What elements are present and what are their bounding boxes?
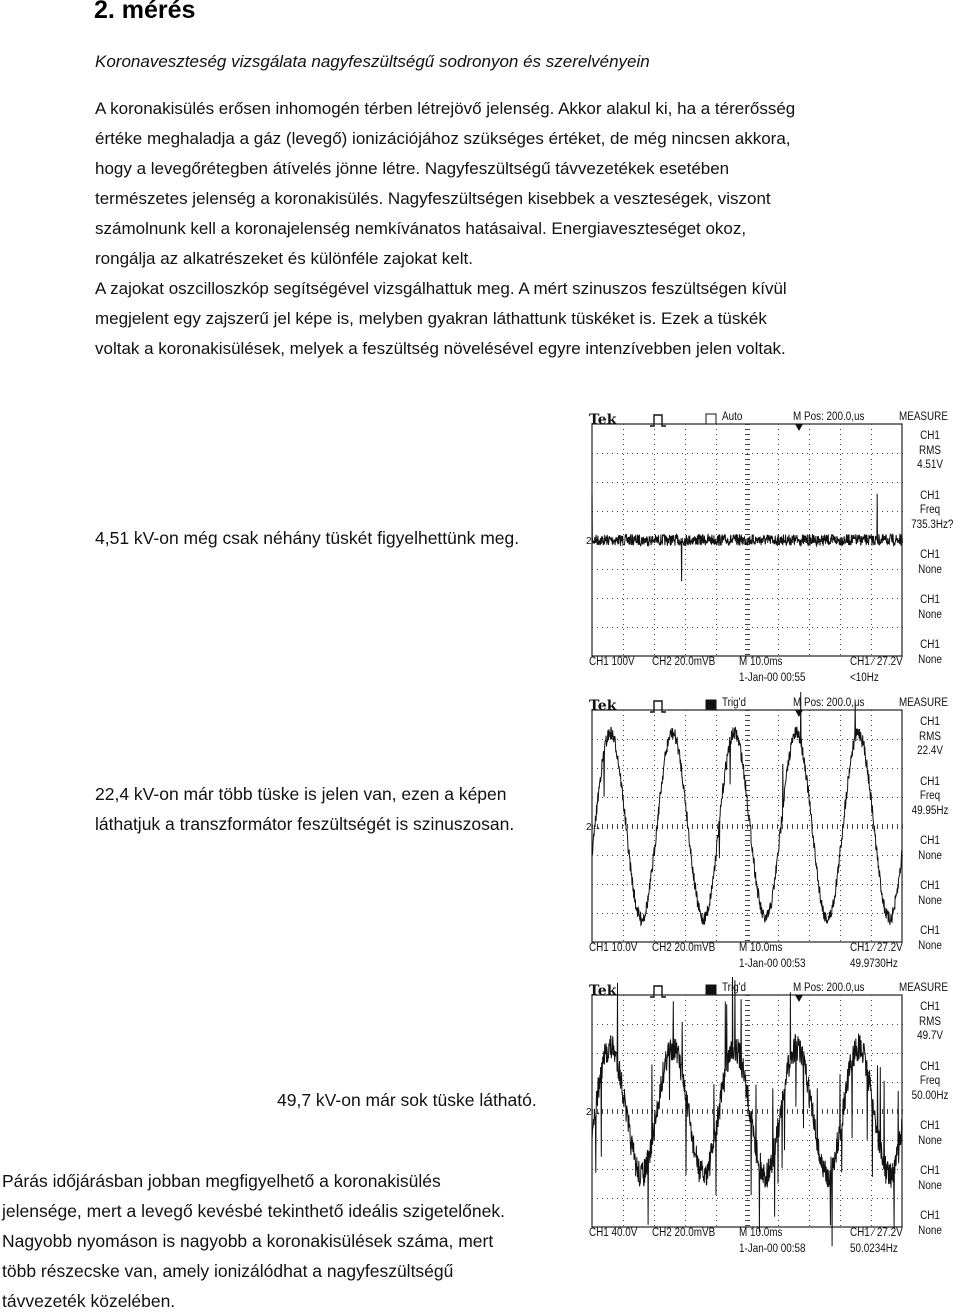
measure-title: MEASURE: [899, 982, 948, 994]
trigger-status: Trig'd: [722, 697, 747, 709]
scope-display: [586, 406, 952, 688]
paragraph-line: természetes jelenség a koronakisülés. Nagyfeszültségen kisebbek a veszteségek, viszont: [95, 189, 771, 208]
measure-value: 22.4V: [917, 745, 943, 757]
ch2-scale: CH2 20.0mVB: [652, 656, 716, 668]
caption-49-7kv: 49,7 kV-on már sok tüske látható.: [277, 1090, 537, 1110]
measure-value: None: [918, 608, 942, 621]
trigger-position-marker: [795, 995, 803, 1002]
caption-4-51kv: 4,51 kV-on még csak néhány tüskét figyelhettünk meg.: [95, 528, 520, 548]
measure-value: RMS: [919, 1015, 941, 1028]
measure-value: CH1: [920, 639, 940, 651]
caption-22-4kv-line1: 22,4 kV-on már több tüske is jelen van, ezen a képen: [95, 784, 507, 804]
measure-value: CH1: [920, 594, 940, 606]
trigger-icon: [706, 414, 716, 424]
measure-value: CH1: [920, 835, 940, 847]
measure-value: RMS: [919, 444, 941, 457]
note-line: Párás időjárásban jobban megfigyelhető a koronakisülés: [2, 1171, 441, 1191]
measure-value: CH1: [920, 549, 940, 561]
measure-value: None: [918, 653, 942, 666]
measure-value: CH1: [920, 925, 940, 937]
trigger-position-marker: [795, 424, 803, 431]
note-line: távvezeték közelében.: [2, 1291, 176, 1311]
ch1-scale: CH1 10.0V: [589, 942, 638, 954]
timestamp: 1-Jan-00 00:55: [739, 672, 806, 684]
measure-readouts: [908, 1000, 952, 1238]
measure-value: CH1: [920, 430, 940, 442]
ch2-scale: CH2 20.0mVB: [652, 1227, 716, 1239]
scope-brand-logo: Tek: [589, 412, 617, 428]
paragraph-line: számolnunk kell a koronajelenség nemkívánatos hatásaival. Energiaveszteséget okoz,: [95, 219, 747, 238]
oscilloscope-screenshot-2: [586, 692, 952, 974]
paragraph-line: megjelent egy zajszerű jel képe is, melyben gyakran láthattunk tüskéket is. Ezek a tüskék: [95, 309, 767, 328]
waveform-trace: [592, 494, 902, 582]
measure-value: None: [918, 894, 942, 907]
measure-value: 735.3Hz?: [911, 518, 954, 531]
measure-value: None: [918, 563, 942, 576]
timebase: M 10.0ms: [739, 942, 783, 954]
trigger-frequency: 49.9730Hz: [850, 958, 898, 970]
paragraph-line: A zajokat oszcilloszkóp segítségével vizsgálhattuk meg. A mért szinuszos feszültségen kívül: [95, 279, 787, 298]
measure-value: CH1: [920, 1165, 940, 1177]
humidity-note: [2, 1166, 505, 1316]
horizontal-position: M Pos: 200.0,us: [793, 411, 865, 423]
oscilloscope-screenshot-1: [586, 406, 952, 688]
document-subtitle: Koronaveszteség vizsgálata nagyfeszültségű sodronyon és szerelvényein: [95, 52, 650, 71]
intro-paragraph: [95, 94, 915, 364]
measure-value: 50.00Hz: [911, 1089, 949, 1102]
measure-value: CH1: [920, 1210, 940, 1222]
measure-value: RMS: [919, 730, 941, 743]
paragraph-line: rongálja az alkatrészeket és különféle zajokat kelt.: [95, 249, 473, 268]
measure-value: CH1: [920, 489, 940, 502]
measure-value: 4.51V: [917, 459, 943, 471]
measure-title: MEASURE: [899, 697, 948, 709]
scope-brand-logo: Tek: [589, 983, 617, 999]
trigger-status: Trig'd: [722, 982, 747, 994]
measure-value: None: [918, 1224, 942, 1237]
document-title: 2. mérés: [94, 0, 196, 24]
note-line: több részecske van, amely ionizálódhat a nagyfeszültségű: [2, 1261, 454, 1281]
measure-value: CH1: [920, 716, 940, 728]
measure-readouts: [908, 715, 952, 953]
trigger-status: Auto: [722, 411, 743, 423]
trigger-level: CH1 ∕ 27.2V: [850, 656, 903, 668]
measure-readouts: [908, 429, 952, 667]
paragraph-line: értéke meghaladja a gáz (levegő) ionizációjához szükséges értéket, de még nincsen akkora,: [95, 129, 791, 148]
measure-value: CH1: [920, 775, 940, 788]
note-line: jelensége, mert a levegő kevésbé tekinthető ideális szigetelőnek.: [2, 1201, 505, 1221]
measure-value: Freq: [919, 790, 941, 802]
horizontal-position: M Pos: 200.0,us: [793, 982, 865, 994]
graticule-grid: [592, 995, 903, 1226]
ch1-scale: CH1 40.0V: [589, 1227, 638, 1239]
timestamp: 1-Jan-00 00:58: [739, 1243, 806, 1255]
trigger-level: CH1 ∕ 27.2V: [850, 942, 903, 954]
scope-display: [586, 692, 952, 974]
trigger-icon: [706, 985, 716, 995]
measure-value: Freq: [919, 1075, 941, 1087]
caption-22-4kv-line2: láthatjuk a transzformátor feszültségét is szinuszosan.: [95, 814, 515, 834]
ch2-scale: CH2 20.0mVB: [652, 942, 716, 954]
trigger-icon: [706, 700, 716, 710]
measure-value: CH1: [920, 1001, 940, 1013]
measure-value: Freq: [919, 504, 941, 516]
channel-2-marker: 2→: [586, 536, 602, 547]
trigger-level: CH1 ∕ 27.2V: [850, 1227, 903, 1239]
channel-2-marker: 2→: [586, 1107, 602, 1118]
timestamp: 1-Jan-00 00:53: [739, 958, 806, 970]
horizontal-position: M Pos: 200.0,us: [793, 697, 865, 709]
ch1-scale: CH1 100V: [589, 656, 635, 668]
measure-value: None: [918, 1179, 942, 1192]
paragraph-line: voltak a koronakisülések, melyek a feszültség növelésével egyre intenzívebben jelen voltak.: [95, 339, 786, 358]
scope-brand-logo: Tek: [589, 698, 617, 714]
measure-value: CH1: [920, 880, 940, 892]
measure-title: MEASURE: [899, 411, 948, 423]
graticule-grid: [592, 710, 903, 941]
trigger-frequency: <10Hz: [850, 672, 879, 684]
paragraph-line: hogy a levegőrétegben átívelés jönne létre. Nagyfeszültségű távvezetékek esetében: [95, 159, 730, 178]
trigger-frequency: 50.0234Hz: [850, 1243, 898, 1255]
measure-value: 49.95Hz: [911, 804, 949, 817]
trigger-position-marker: [795, 710, 803, 717]
note-line: Nagyobb nyomáson is nagyobb a koronakisülések száma, mert: [2, 1231, 494, 1251]
measure-value: None: [918, 939, 942, 952]
measure-value: None: [918, 1134, 942, 1147]
oscilloscope-screenshot-3: [586, 977, 952, 1259]
measure-value: CH1: [920, 1060, 940, 1073]
measure-value: None: [918, 849, 942, 862]
channel-2-marker: 2→: [586, 822, 602, 833]
measure-value: CH1: [920, 1120, 940, 1132]
measure-value: 49.7V: [917, 1030, 943, 1042]
paragraph-line: A koronakisülés erősen inhomogén térben létrejövő jelenség. Akkor alakul ki, ha a térerősség: [95, 99, 796, 118]
timebase: M 10.0ms: [739, 656, 783, 668]
timebase: M 10.0ms: [739, 1227, 783, 1239]
scope-display: [586, 977, 952, 1259]
